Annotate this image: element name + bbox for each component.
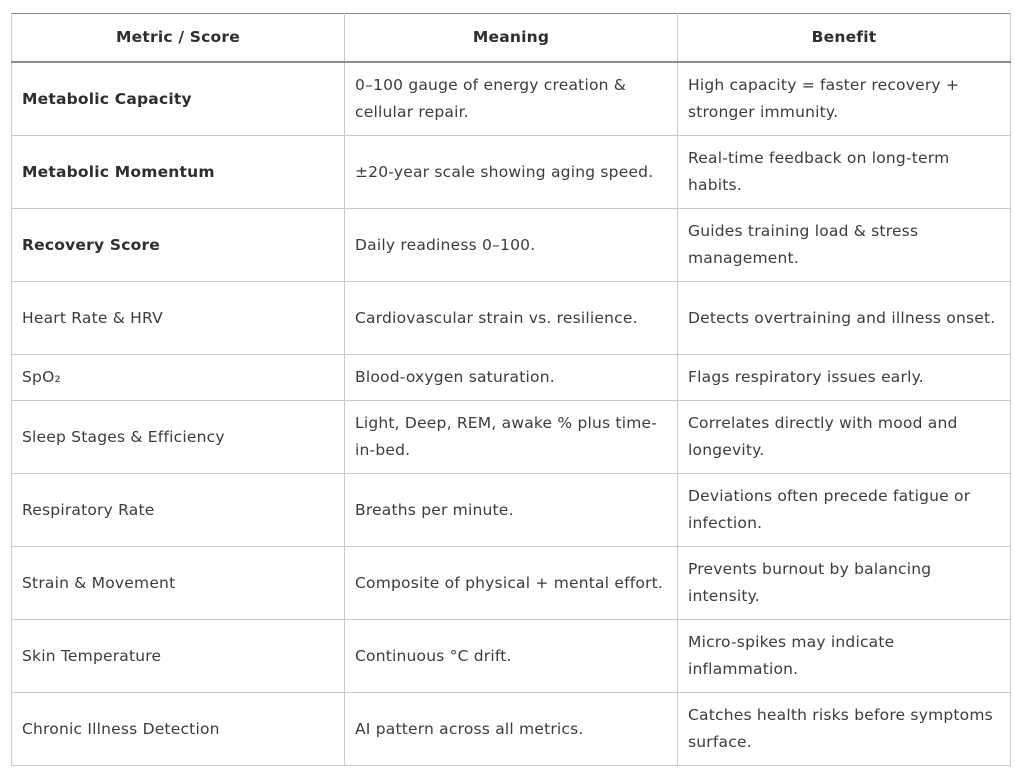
table-row	[12, 474, 1011, 547]
meaning-cell: Blood-oxygen saturation.	[345, 355, 678, 401]
benefit-cell: Micro-spikes may indicate inflammation.	[678, 620, 1011, 693]
meaning-cell: Breaths per minute.	[345, 474, 678, 547]
table-row	[12, 620, 1011, 693]
meaning-cell: 0–100 gauge of energy creation & cellular repair.	[345, 62, 678, 136]
meaning-cell: Cardiovascular strain vs. resilience.	[345, 282, 678, 355]
metric-cell: Sleep Stages & Efficiency	[12, 401, 345, 474]
metric-cell: Skin Temperature	[12, 620, 345, 693]
table-row	[12, 401, 1011, 474]
metric-cell: SpO₂	[12, 355, 345, 401]
metrics-table	[11, 13, 1011, 766]
meaning-cell: Daily readiness 0–100.	[345, 209, 678, 282]
meaning-cell: AI pattern across all metrics.	[345, 693, 678, 766]
metric-cell: Metabolic Momentum	[12, 136, 345, 209]
metric-cell: Respiratory Rate	[12, 474, 345, 547]
metric-cell: Strain & Movement	[12, 547, 345, 620]
header-benefit: Benefit	[678, 14, 1011, 63]
benefit-cell: Correlates directly with mood and longevity.	[678, 401, 1011, 474]
meaning-cell: Composite of physical + mental effort.	[345, 547, 678, 620]
meaning-cell: ±20-year scale showing aging speed.	[345, 136, 678, 209]
benefit-cell: Catches health risks before symptoms surface.	[678, 693, 1011, 766]
benefit-cell: Flags respiratory issues early.	[678, 355, 1011, 401]
table-row	[12, 62, 1011, 136]
table-row	[12, 136, 1011, 209]
meaning-cell: Continuous °C drift.	[345, 620, 678, 693]
header-metric: Metric / Score	[12, 14, 345, 63]
benefit-cell: Guides training load & stress management.	[678, 209, 1011, 282]
table-header-row	[12, 14, 1011, 63]
benefit-cell: High capacity = faster recovery + stronger immunity.	[678, 62, 1011, 136]
table-row	[12, 355, 1011, 401]
metric-cell: Metabolic Capacity	[12, 62, 345, 136]
table-row	[12, 547, 1011, 620]
table-row	[12, 693, 1011, 766]
header-meaning: Meaning	[345, 14, 678, 63]
benefit-cell: Deviations often precede fatigue or infection.	[678, 474, 1011, 547]
metric-cell: Recovery Score	[12, 209, 345, 282]
meaning-cell: Light, Deep, REM, awake % plus time-in-bed.	[345, 401, 678, 474]
benefit-cell: Prevents burnout by balancing intensity.	[678, 547, 1011, 620]
metric-cell: Chronic Illness Detection	[12, 693, 345, 766]
table-row	[12, 282, 1011, 355]
benefit-cell: Detects overtraining and illness onset.	[678, 282, 1011, 355]
benefit-cell: Real-time feedback on long-term habits.	[678, 136, 1011, 209]
metrics-table-container	[11, 13, 1011, 766]
table-row	[12, 209, 1011, 282]
metric-cell: Heart Rate & HRV	[12, 282, 345, 355]
